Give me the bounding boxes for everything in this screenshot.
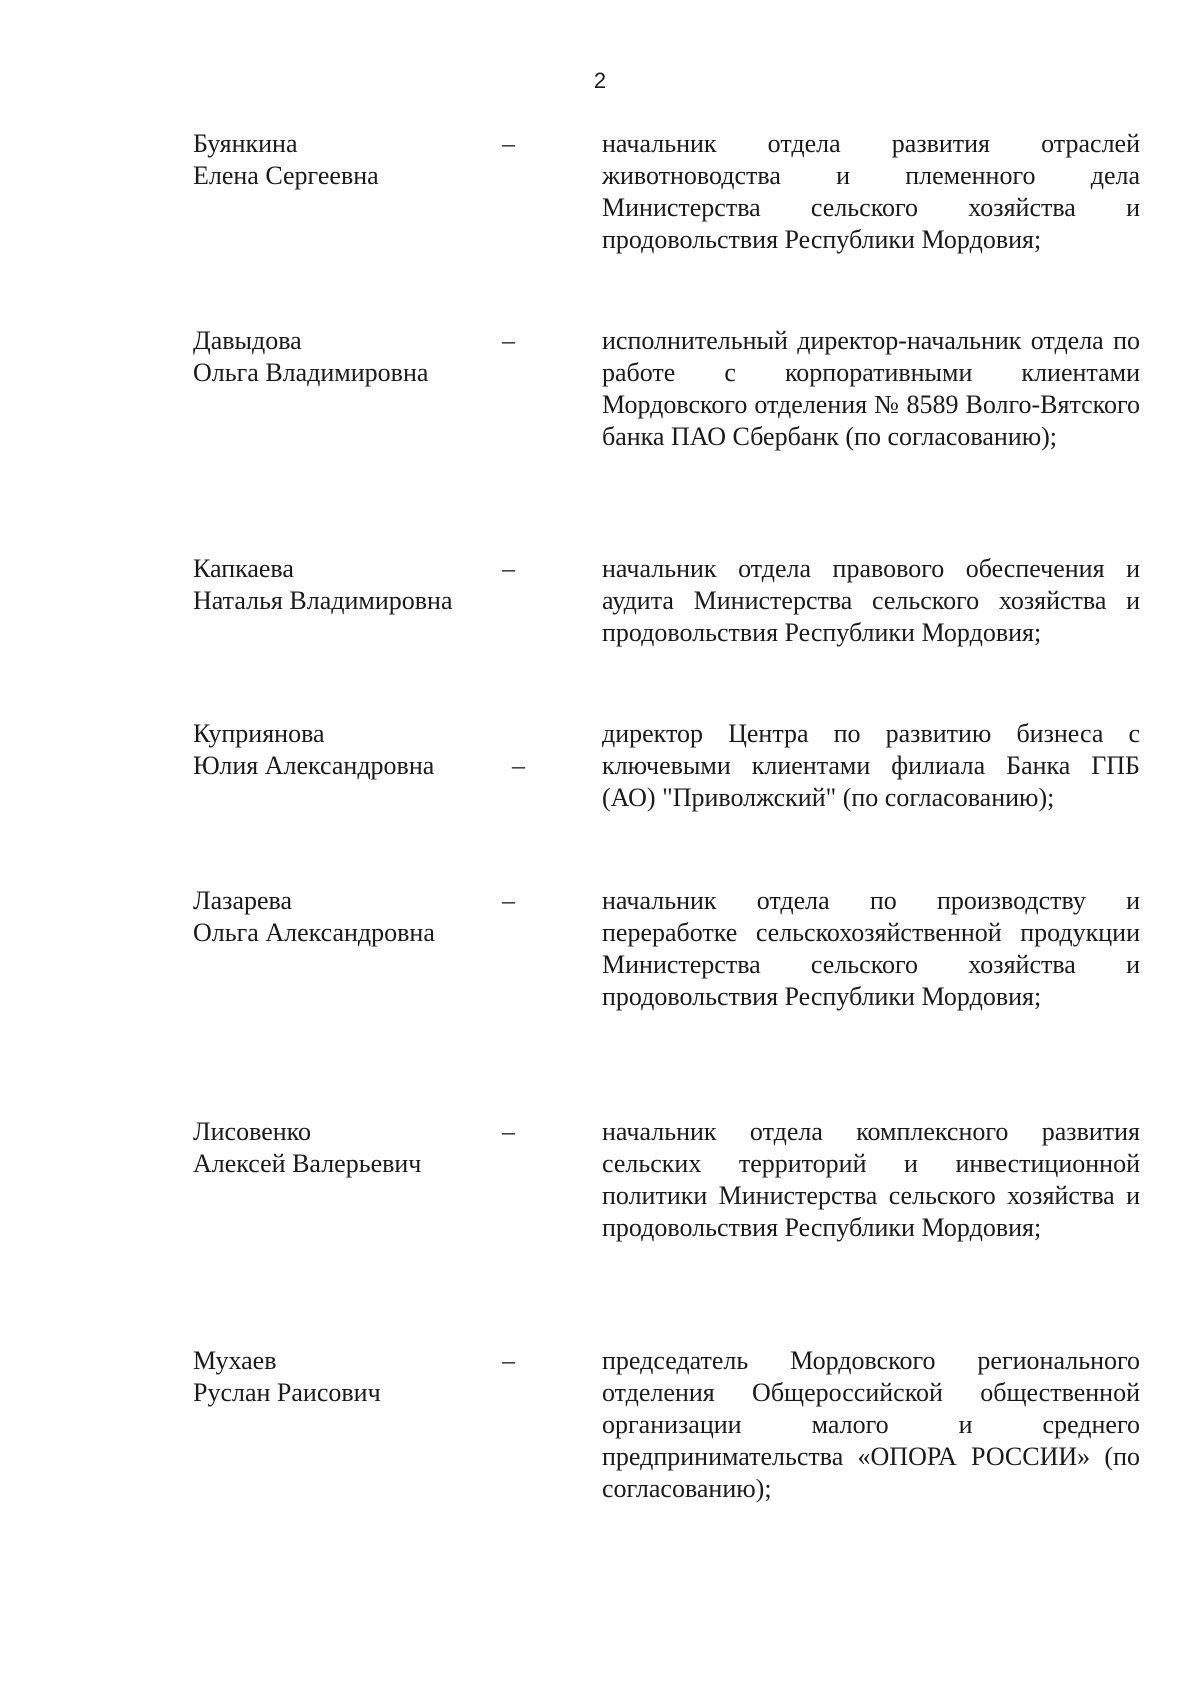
member-given-names: Алексей Валерьевич bbox=[193, 1149, 422, 1178]
member-given-names: Елена Сергеевна bbox=[193, 161, 379, 190]
member-surname: Буянкина bbox=[193, 129, 298, 158]
member-given-names: Руслан Раисович bbox=[193, 1378, 381, 1407]
member-surname: Капкаева bbox=[193, 554, 294, 583]
member-surname: Куприянова bbox=[193, 719, 325, 748]
member-given-names: Наталья Владимировна bbox=[193, 586, 453, 615]
page-number: 2 bbox=[593, 68, 607, 93]
member-position: исполнительный директор-начальник отдела по работе с корпоративными клиентами Мордовского отделения № 8589 Волго-Вятского банка ПАО Сбербанк (по согласованию); bbox=[602, 326, 1140, 451]
member-position: начальник отдела комплексного развития сельских территорий и инвестиционной политики Министерства сельского хозяйства и продовольствия Республики Мордовия; bbox=[602, 1117, 1140, 1242]
dash-separator: – bbox=[512, 751, 525, 780]
member-surname: Лисовенко bbox=[193, 1117, 311, 1146]
dash-separator: – bbox=[502, 326, 515, 355]
dash-separator: – bbox=[502, 886, 515, 915]
member-name bbox=[193, 325, 428, 389]
dash-separator: – bbox=[502, 554, 515, 583]
member-surname: Лазарева bbox=[193, 886, 292, 915]
dash-separator: – bbox=[502, 129, 515, 158]
member-given-names: Юлия Александровна bbox=[193, 751, 435, 780]
member-name bbox=[193, 1345, 381, 1409]
member-position: председатель Мордовского регионального отделения Общероссийской общественной организации малого и среднего предпринимательства «ОПОРА РОССИИ» (по согласованию); bbox=[602, 1346, 1140, 1503]
member-name bbox=[193, 718, 434, 782]
member-name bbox=[193, 885, 435, 949]
dash-separator: – bbox=[502, 1117, 515, 1146]
member-position: начальник отдела по производству и переработке сельскохозяйственной продукции Министерства сельского хозяйства и продовольствия Республики Мордовия; bbox=[602, 886, 1140, 1011]
member-surname: Мухаев bbox=[193, 1346, 277, 1375]
member-surname: Давыдова bbox=[193, 326, 302, 355]
member-position: начальник отдела правового обеспечения и аудита Министерства сельского хозяйства и продовольствия Республики Мордовия; bbox=[602, 554, 1140, 647]
member-name bbox=[193, 128, 379, 192]
dash-separator: – bbox=[502, 1346, 515, 1375]
member-position: начальник отдела развития отраслей животноводства и племенного дела Министерства сельского хозяйства и продовольствия Республики Мордовия; bbox=[602, 129, 1140, 254]
member-name bbox=[193, 1116, 421, 1180]
member-given-names: Ольга Александровна bbox=[193, 918, 435, 947]
member-position: директор Центра по развитию бизнеса с ключевыми клиентами филиала Банка ГПБ (АО) "Приволжский" (по согласованию); bbox=[602, 719, 1140, 812]
member-name bbox=[193, 553, 452, 617]
member-given-names: Ольга Владимировна bbox=[193, 358, 429, 387]
